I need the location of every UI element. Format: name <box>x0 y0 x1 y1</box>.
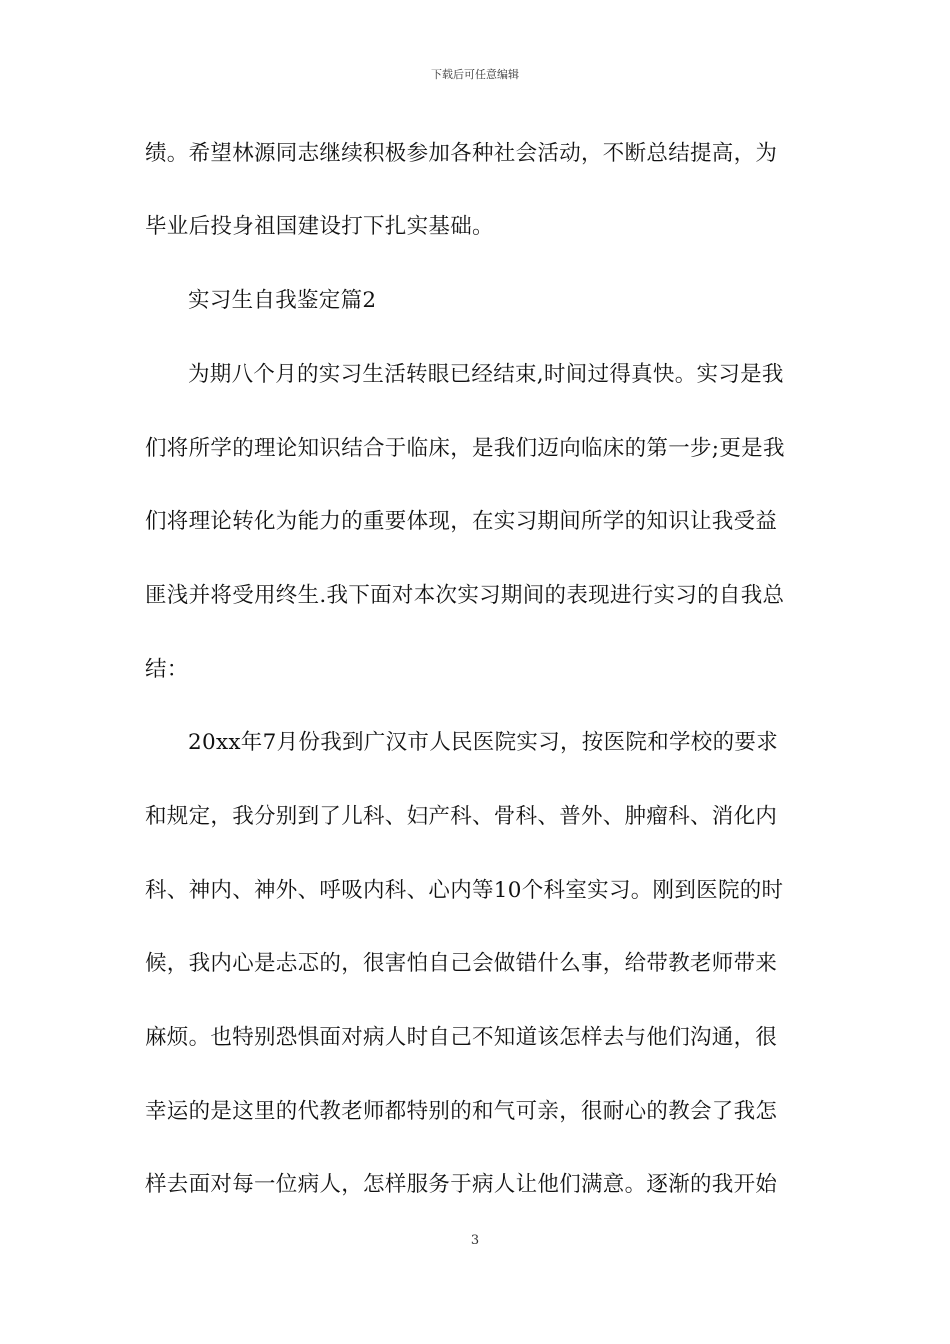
body-text-line: 候，我内心是忐忑的，很害怕自己会做错什么事，给带教老师带来 <box>145 951 778 976</box>
body-text-line: 科、神内、神外、呼吸内科、心内等10个科室实习。刚到医院的时 <box>145 878 784 903</box>
body-text-line: 们将所学的理论知识结合于临床，是我们迈向临床的第一步;更是我 <box>145 436 785 461</box>
body-text-line: 麻烦。也特别恐惧面对病人时自己不知道该怎样去与他们沟通，很 <box>145 1025 778 1050</box>
section-heading: 实习生自我鉴定篇2 <box>188 288 377 313</box>
header-note: 下载后可任意编辑 <box>431 68 519 81</box>
body-text-line: 为期八个月的实习生活转眼已经结束,时间过得真快。实习是我 <box>188 362 784 387</box>
page-number: 3 <box>470 1233 480 1248</box>
body-text-line: 和规定，我分别到了儿科、妇产科、骨科、普外、肿瘤科、消化内 <box>145 804 778 829</box>
body-text-line: 幸运的是这里的代教老师都特别的和气可亲，很耐心的教会了我怎 <box>145 1099 778 1124</box>
body-text-line: 们将理论转化为能力的重要体现，在实习期间所学的知识让我受益 <box>145 509 778 534</box>
body-text-line: 结： <box>145 657 189 682</box>
body-text-line: 绩。希望林源同志继续积极参加各种社会活动，不断总结提高，为 <box>145 141 778 166</box>
body-text-line: 样去面对每一位病人，怎样服务于病人让他们满意。逐渐的我开始 <box>145 1172 778 1197</box>
body-text-line: 匪浅并将受用终生.我下面对本次实习期间的表现进行实习的自我总 <box>145 583 785 608</box>
body-text-line: 毕业后投身祖国建设打下扎实基础。 <box>145 214 494 239</box>
body-text-line: 20xx年7月份我到广汉市人民医院实习，按医院和学校的要求 <box>188 730 778 755</box>
